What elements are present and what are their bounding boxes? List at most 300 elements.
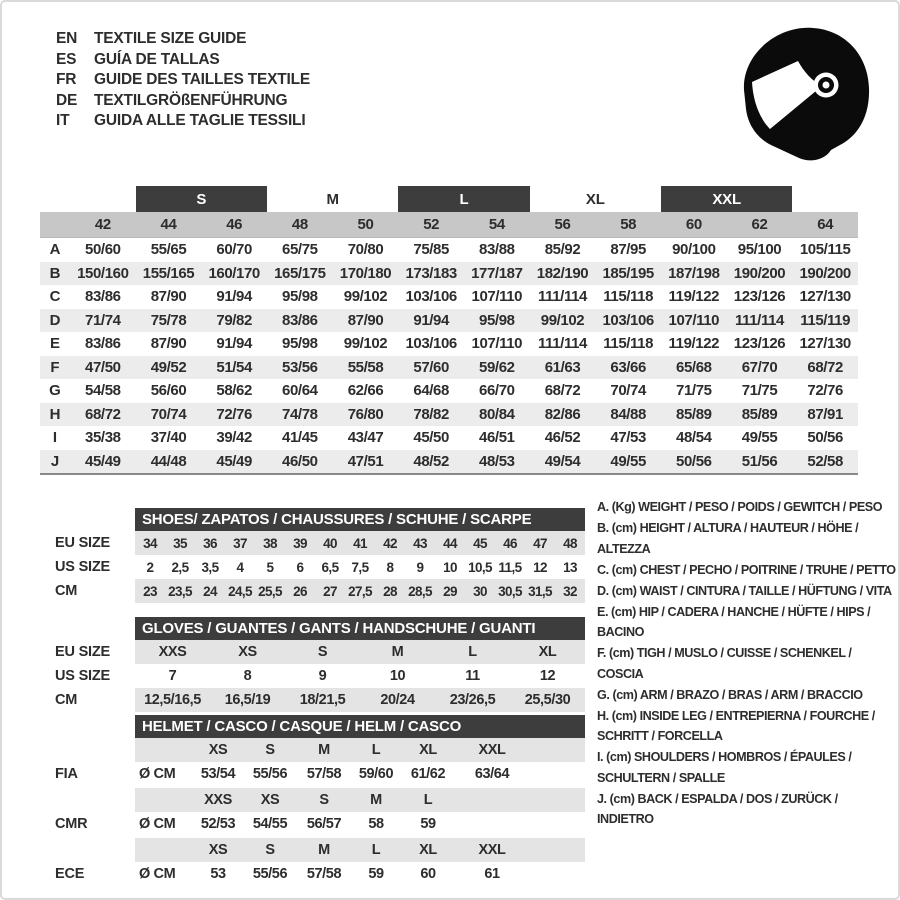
- shoes-row: [40, 555, 585, 579]
- size-value: 3,5: [201, 559, 219, 575]
- measurement-value: 55/65: [150, 241, 187, 259]
- measurement-value: 99/102: [540, 311, 585, 329]
- measurement-row-b: [40, 262, 858, 286]
- helmet-section-title: HELMET / CASCO / CASQUE / HELM / CASCO: [135, 715, 585, 738]
- standard-label: FIA: [40, 762, 135, 786]
- size-value: 45: [473, 535, 487, 551]
- unit-label: Ø CM: [139, 816, 176, 832]
- measurement-value: 115/119: [800, 311, 851, 329]
- standard-label: CMR: [40, 812, 135, 836]
- measurement-value: 150/160: [77, 264, 129, 282]
- size-group-m: M: [326, 190, 339, 208]
- measurement-value: 83/88: [479, 241, 515, 259]
- measurement-value: 127/130: [799, 335, 851, 353]
- size-value: 28,5: [408, 583, 432, 599]
- measurement-value: 55/58: [347, 358, 384, 376]
- size-value: 26: [293, 583, 307, 599]
- gloves-size-section: [40, 617, 585, 712]
- row-label: B: [49, 264, 61, 282]
- measurement-value: 91/94: [413, 311, 449, 329]
- size-column-header: 54: [488, 216, 505, 233]
- measurement-value: 49/55: [610, 452, 646, 470]
- helmet-size-value: 53/54: [200, 766, 236, 782]
- measurement-value: 45/49: [85, 452, 121, 470]
- size-value: 25,5: [258, 583, 282, 599]
- measurement-value: 177/187: [471, 264, 523, 282]
- helmet-size-label: XXS: [204, 792, 232, 808]
- measurement-value: 43/47: [347, 429, 384, 447]
- helmet-size-value: 53: [210, 866, 226, 882]
- row-label: H: [49, 405, 61, 423]
- size-value: XXS: [158, 644, 187, 660]
- size-value: 24: [203, 583, 217, 599]
- measurement-value: 160/170: [208, 264, 260, 282]
- measurement-value: 83/86: [85, 288, 121, 306]
- language-title-row: [56, 70, 310, 91]
- measurement-value: 111/114: [735, 311, 784, 329]
- shoes-rows: [40, 531, 585, 603]
- size-column-header: 64: [817, 216, 834, 233]
- measurement-value: 103/106: [405, 335, 457, 353]
- gloves-rows: [40, 640, 585, 712]
- measurement-row-h: [40, 403, 858, 427]
- size-value: 39: [293, 535, 307, 551]
- measurement-value: 48/52: [413, 452, 449, 470]
- measurement-value: 78/82: [413, 405, 449, 423]
- measurement-value: 61/63: [544, 358, 581, 376]
- measurement-value: 49/52: [150, 358, 187, 376]
- measurement-value: 80/84: [479, 405, 515, 423]
- measurement-value: 70/80: [347, 241, 384, 259]
- measurement-value: 53/56: [282, 358, 318, 376]
- size-value: 7,5: [351, 559, 369, 575]
- helmet-size-label: XS: [208, 842, 228, 858]
- measurement-value: 95/98: [282, 288, 318, 306]
- measurement-value: 91/94: [216, 288, 252, 306]
- size-value: 2: [146, 559, 154, 575]
- measurement-value: 173/183: [405, 264, 457, 282]
- unit-label: Ø CM: [139, 766, 176, 782]
- helmet-size-value: 61/62: [410, 766, 446, 782]
- size-value: 31,5: [528, 583, 552, 599]
- corner-cell: [40, 212, 70, 237]
- legend-item: E. (cm) HIP / CADERA / HANCHE / HÜFTE / HIPS / BACINO: [597, 604, 871, 639]
- size-value: 42: [383, 535, 397, 551]
- language-code: EN: [56, 30, 78, 47]
- size-value: 23/26,5: [449, 692, 496, 708]
- shoes-row: [40, 579, 585, 603]
- size-value: 6: [296, 559, 304, 575]
- gloves-section-title: GLOVES / GUANTES / GANTS / HANDSCHUHE / GUANTI: [135, 617, 585, 640]
- measurement-value: 95/98: [479, 311, 515, 329]
- measurement-value: 57/60: [413, 358, 449, 376]
- size-value: 6,5: [321, 559, 339, 575]
- measurement-value: 123/126: [733, 288, 786, 306]
- measurement-value: 190/200: [799, 264, 851, 282]
- row-values: [135, 531, 585, 555]
- measurement-value: 115/118: [603, 288, 654, 306]
- row-label: EU SIZE: [40, 531, 135, 555]
- row-label: I: [52, 429, 58, 447]
- measurement-value: 111/114: [538, 288, 587, 306]
- helmet-size-label: L: [423, 792, 433, 808]
- size-value: 27: [323, 583, 337, 599]
- row-label: [40, 838, 135, 862]
- measurement-value: 60/70: [216, 241, 252, 259]
- measurement-value: 123/126: [733, 335, 786, 353]
- helmet-size-value: 59/60: [358, 766, 394, 782]
- helmet-size-value: 56/57: [306, 816, 342, 832]
- measurement-row-c: [40, 285, 858, 309]
- legend-item: C. (cm) CHEST / PECHO / POITRINE / TRUHE / PETTO: [597, 562, 896, 577]
- size-value: 8: [386, 559, 394, 575]
- legend-item: B. (cm) HEIGHT / ALTURA / HAUTEUR / HÖHE / ALTEZZA: [597, 521, 859, 556]
- language-code: FR: [56, 71, 77, 88]
- measurement-value: 48/54: [676, 429, 712, 447]
- measurement-value: 65/75: [282, 241, 318, 259]
- measurement-value: 45/50: [413, 429, 449, 447]
- size-value: 9: [416, 559, 424, 575]
- measurement-value: 99/102: [343, 335, 388, 353]
- measurement-value: 187/198: [668, 264, 720, 282]
- size-value: 40: [323, 535, 337, 551]
- size-value: 44: [443, 535, 457, 551]
- size-value: 29: [443, 583, 457, 599]
- row-values: [135, 555, 585, 579]
- size-value: M: [391, 644, 404, 660]
- measurement-value: 66/70: [479, 382, 515, 400]
- measurement-value: 68/72: [807, 358, 843, 376]
- helmet-size-value: 54/55: [252, 816, 288, 832]
- size-value: 30,5: [498, 583, 522, 599]
- helmet-size-value: 55/56: [252, 866, 288, 882]
- helmet-rows: [40, 738, 585, 886]
- row-values: [135, 579, 585, 603]
- helmet-size-label: L: [371, 842, 381, 858]
- measurement-row-j: [40, 450, 858, 474]
- helmet-sizes-row-ece: [40, 838, 585, 862]
- measurement-value: 39/42: [216, 429, 252, 447]
- measurement-value: 107/110: [471, 335, 523, 353]
- size-value: 23: [143, 583, 157, 599]
- measurement-value: 51/54: [216, 358, 252, 376]
- textile-measurement-rows: [40, 237, 858, 475]
- size-value: L: [468, 644, 477, 660]
- size-group-s: S: [136, 186, 267, 212]
- size-column-header: 44: [160, 216, 177, 233]
- helmet-values-row-ece: [40, 862, 585, 886]
- language-title-text: GUIDE DES TAILLES TEXTILE: [94, 71, 311, 88]
- language-title-row: [56, 50, 310, 71]
- measurement-value: 50/60: [85, 241, 121, 259]
- measurement-value: 50/56: [807, 429, 843, 447]
- row-label: D: [49, 311, 61, 329]
- language-title-text: TEXTILGRÖßENFÜHRUNG: [94, 91, 288, 109]
- helmet-values: [135, 762, 585, 786]
- size-group-l: L: [398, 186, 529, 212]
- row-values: [135, 688, 585, 712]
- size-value: 43: [413, 535, 427, 551]
- measurement-value: 83/86: [85, 335, 121, 353]
- row-values: [135, 640, 585, 664]
- size-value: 11: [465, 668, 480, 684]
- measurement-row-i: [40, 426, 858, 450]
- measurement-value: 107/110: [471, 288, 523, 306]
- size-column-header: 50: [357, 216, 374, 233]
- measurement-value: 71/74: [85, 311, 121, 329]
- measurement-value: 72/76: [216, 405, 252, 423]
- legend-item: J. (cm) BACK / ESPALDA / DOS / ZURÜCK / INDIETRO: [597, 791, 838, 826]
- legend-item: D. (cm) WAIST / CINTURA / TAILLE / HÜFTUNG / VITA: [597, 583, 892, 598]
- size-value: 34: [143, 535, 157, 551]
- helmet-size-label: S: [265, 742, 275, 758]
- helmet-size-label: XL: [419, 842, 437, 858]
- helmet-size-label: XL: [419, 742, 437, 758]
- racing-helmet-icon: [733, 22, 883, 162]
- helmet-sizes-row-cmr: [40, 788, 585, 812]
- size-value: 13: [563, 559, 577, 575]
- size-value: 12,5/16,5: [144, 692, 201, 708]
- row-values: [135, 664, 585, 688]
- measurement-value: 99/102: [343, 288, 388, 306]
- helmet-size-value: 55/56: [252, 766, 288, 782]
- row-label: A: [49, 241, 61, 259]
- measurement-value: 190/200: [733, 264, 786, 282]
- measurement-value: 87/90: [150, 288, 187, 306]
- measurement-value: 46/51: [479, 429, 515, 447]
- row-label: G: [49, 382, 61, 400]
- size-value: 10: [389, 668, 406, 684]
- size-value: 23,5: [168, 583, 192, 599]
- helmet-size-value: 61: [484, 866, 500, 882]
- size-value: 25,5/30: [524, 692, 571, 708]
- measurement-value: 51/56: [741, 452, 778, 470]
- measurement-value: 65/68: [676, 358, 712, 376]
- helmet-size-value: 60: [420, 866, 436, 882]
- measurement-value: 45/49: [216, 452, 252, 470]
- size-value: 28: [383, 583, 397, 599]
- legend-item: G. (cm) ARM / BRAZO / BRAS / ARM / BRACCIO: [597, 687, 863, 702]
- measurement-value: 63/66: [610, 358, 646, 376]
- helmet-size-value: 63/64: [474, 766, 510, 782]
- measurement-value: 85/89: [676, 405, 712, 423]
- measurement-value: 71/75: [676, 382, 712, 400]
- measurement-value: 127/130: [799, 288, 851, 306]
- measurement-value: 82/86: [544, 405, 581, 423]
- row-label: J: [50, 452, 60, 470]
- measurement-value: 95/100: [737, 241, 782, 259]
- size-value: 38: [263, 535, 277, 551]
- row-label: F: [50, 358, 60, 376]
- measurement-value: 58/62: [216, 382, 252, 400]
- row-label: [40, 788, 135, 812]
- row-label: EU SIZE: [40, 640, 135, 664]
- measurement-value: 87/90: [150, 335, 187, 353]
- size-column-header: 60: [685, 216, 702, 233]
- helmet-sizes: [135, 788, 585, 812]
- size-value: 16,5/19: [224, 692, 271, 708]
- helmet-size-label: XS: [208, 742, 228, 758]
- size-value: 35: [173, 535, 187, 551]
- language-title-text: GUÍA DE TALLAS: [94, 50, 220, 68]
- measurement-value: 165/175: [274, 264, 326, 282]
- measurement-value: 119/122: [668, 288, 720, 306]
- helmet-size-value: 59: [368, 866, 384, 882]
- size-value: 10: [443, 559, 457, 575]
- language-code: ES: [56, 50, 77, 68]
- measurement-value: 107/110: [668, 311, 720, 329]
- size-value: S: [317, 644, 328, 660]
- measurement-value: 83/86: [282, 311, 318, 329]
- measurement-value: 111/114: [538, 335, 587, 353]
- measurement-value: 87/95: [610, 241, 646, 259]
- measurement-value: 68/72: [544, 382, 581, 400]
- size-column-header: 48: [291, 216, 308, 233]
- measurement-row-a: [40, 238, 858, 262]
- measurement-value: 74/78: [282, 405, 318, 423]
- measurement-row-e: [40, 332, 858, 356]
- row-label: C: [49, 288, 61, 306]
- helmet-size-label: M: [318, 742, 330, 758]
- helmet-size-value: 57/58: [306, 866, 342, 882]
- measurement-value: 87/91: [807, 405, 843, 423]
- measurement-value: 85/89: [741, 405, 778, 423]
- size-column-header: 46: [226, 216, 243, 233]
- textile-size-table: [40, 186, 858, 475]
- size-value: 41: [353, 535, 367, 551]
- measurement-value: 59/62: [479, 358, 515, 376]
- measurement-legend: [597, 497, 897, 830]
- row-label: US SIZE: [40, 555, 135, 579]
- measurement-value: 64/68: [413, 382, 449, 400]
- helmet-sizes: [135, 738, 585, 762]
- helmet-size-value: 59: [420, 816, 436, 832]
- size-column-header: 56: [554, 216, 571, 233]
- measurement-value: 75/78: [150, 311, 187, 329]
- measurement-value: 105/115: [799, 241, 851, 259]
- measurement-value: 67/70: [741, 358, 778, 376]
- measurement-value: 70/74: [610, 382, 646, 400]
- helmet-sizes-row-fia: [40, 738, 585, 762]
- helmet-size-label: XXL: [478, 842, 506, 858]
- language-title-row: [56, 91, 310, 112]
- measurement-value: 85/92: [544, 241, 581, 259]
- size-value: 47: [533, 535, 547, 551]
- helmet-size-value: 57/58: [306, 766, 342, 782]
- row-label: [40, 738, 135, 762]
- helmet-size-label: M: [370, 792, 382, 808]
- row-label: CM: [40, 579, 135, 603]
- measurement-value: 87/90: [347, 311, 384, 329]
- size-value: 12: [533, 559, 547, 575]
- measurement-value: 103/106: [602, 311, 654, 329]
- language-title-text: TEXTILE SIZE GUIDE: [94, 30, 247, 47]
- shoes-row: [40, 531, 585, 555]
- size-value: 24,5: [228, 583, 252, 599]
- measurement-value: 46/50: [282, 452, 318, 470]
- size-value: 46: [503, 535, 517, 551]
- helmet-values: [135, 812, 585, 836]
- measurement-value: 75/85: [413, 241, 449, 259]
- size-value: 20/24: [380, 692, 415, 708]
- language-code: IT: [56, 112, 70, 129]
- helmet-sizes: [135, 838, 585, 862]
- measurement-value: 182/190: [536, 264, 589, 282]
- size-value: XL: [538, 644, 557, 660]
- measurement-value: 44/48: [150, 452, 187, 470]
- shoes-section-title: SHOES/ ZAPATOS / CHAUSSURES / SCHUHE / SCARPE: [135, 508, 585, 531]
- measurement-value: 56/60: [150, 382, 187, 400]
- measurement-value: 49/54: [544, 452, 581, 470]
- size-value: XS: [238, 644, 257, 660]
- helmet-size-label: XXL: [478, 742, 506, 758]
- size-value: 32: [563, 583, 577, 599]
- size-value: 18/21,5: [299, 692, 346, 708]
- size-group-header-row: [40, 186, 858, 212]
- size-value: 11,5: [498, 559, 522, 575]
- size-column-header: 52: [423, 216, 440, 233]
- measurement-value: 185/195: [602, 264, 654, 282]
- size-column-header: 42: [94, 216, 111, 233]
- size-value: 8: [243, 668, 252, 684]
- helmet-size-section: [40, 715, 585, 886]
- helmet-size-label: M: [318, 842, 330, 858]
- measurement-value: 47/51: [347, 452, 384, 470]
- measurement-value: 76/80: [347, 405, 384, 423]
- helmet-size-value: 52/53: [200, 816, 236, 832]
- measurement-value: 41/45: [282, 429, 318, 447]
- measurement-value: 155/165: [142, 264, 195, 282]
- measurement-value: 68/72: [85, 405, 121, 423]
- legend-item: A. (Kg) WEIGHT / PESO / POIDS / GEWITCH / PESO: [597, 500, 883, 514]
- size-value: 37: [233, 535, 247, 551]
- helmet-size-label: S: [319, 792, 329, 808]
- measurement-value: 60/64: [282, 382, 318, 400]
- size-column-header: 58: [620, 216, 637, 233]
- standard-label: ECE: [40, 862, 135, 886]
- size-value: 10,5: [468, 559, 492, 575]
- measurement-value: 47/50: [85, 358, 121, 376]
- measurement-value: 115/118: [603, 335, 654, 353]
- size-value: 48: [563, 535, 577, 551]
- measurement-value: 72/76: [807, 382, 843, 400]
- helmet-values-row-fia: [40, 762, 585, 786]
- gloves-row: [40, 640, 585, 664]
- language-title-row: [56, 29, 310, 50]
- helmet-size-label: L: [371, 742, 381, 758]
- size-value: 27,5: [348, 583, 372, 599]
- row-label: E: [49, 335, 60, 353]
- size-value: 4: [236, 559, 244, 575]
- measurement-value: 37/40: [150, 429, 187, 447]
- measurement-value: 50/56: [676, 452, 712, 470]
- unit-label: Ø CM: [139, 866, 176, 882]
- gloves-row: [40, 664, 585, 688]
- row-label: CM: [40, 688, 135, 712]
- row-label: US SIZE: [40, 664, 135, 688]
- helmet-size-label: XS: [260, 792, 280, 808]
- measurement-value: 95/98: [282, 335, 318, 353]
- measurement-value: 119/122: [668, 335, 720, 353]
- measurement-value: 70/74: [150, 405, 187, 423]
- language-title-block: [56, 29, 310, 132]
- measurement-value: 54/58: [85, 382, 121, 400]
- measurement-row-g: [40, 379, 858, 403]
- numeric-size-header-row: [40, 212, 858, 237]
- shoes-size-section: [40, 508, 585, 603]
- legend-item: F. (cm) TIGH / MUSLO / CUISSE / SCHENKEL / COSCIA: [597, 646, 852, 681]
- measurement-value: 46/52: [544, 429, 581, 447]
